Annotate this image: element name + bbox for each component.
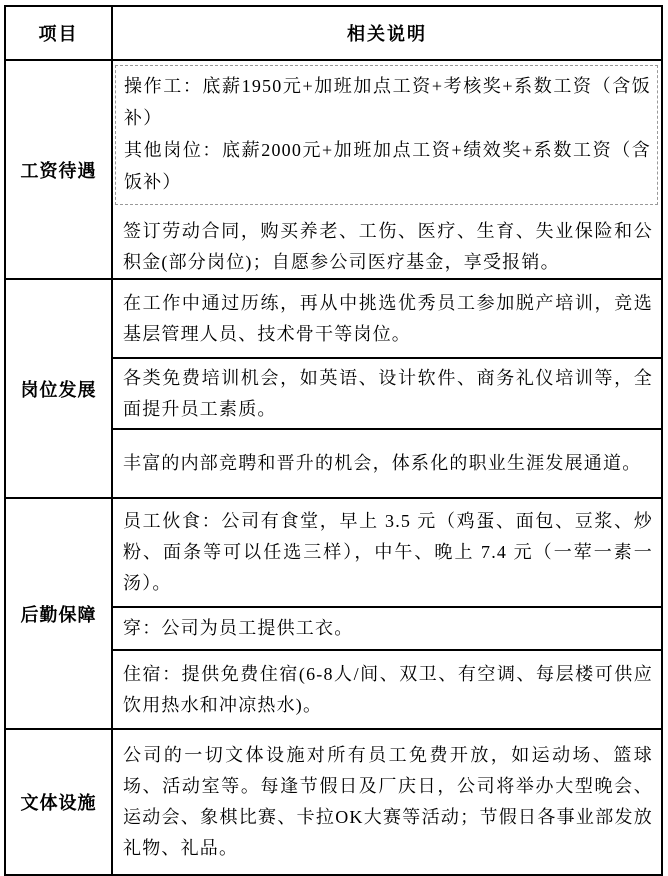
development-promotion-cell: 丰富的内部竞聘和晋升的机会，体系化的职业生涯发展通道。 xyxy=(112,429,662,498)
operator-pay-text: 操作工：底薪1950元+加班加点工资+考核奖+系数工资（含饭补） xyxy=(124,76,651,128)
development-row-label: 岗位发展 xyxy=(5,279,112,498)
header-desc-cell: 相关说明 xyxy=(112,6,662,60)
salary-dashed-box xyxy=(115,65,658,205)
development-courses-cell: 各类免费培训机会，如英语、设计软件、商务礼仪培训等，全面提升员工素质。 xyxy=(112,358,662,429)
logistics-housing-cell: 住宿：提供免费住宿(6-8人/间、双卫、有空调、每层楼可供应饮用热水和冲凉热水)。 xyxy=(112,650,662,729)
salary-row xyxy=(5,60,662,279)
benefits-table xyxy=(4,5,663,876)
facilities-desc-cell: 公司的一切文体设施对所有员工免费开放，如运动场、篮球场、活动室等。每逢节假日及厂庆日，公司将举办大型晚会、运动会、象棋比赛、卡拉OK大赛等活动；节假日各事业部发放礼物、礼品。 xyxy=(112,729,662,875)
header-row xyxy=(5,6,662,60)
salary-desc-cell xyxy=(112,60,662,279)
logistics-row xyxy=(5,498,662,607)
development-training-cell: 在工作中通过历练，再从中挑选优秀员工参加脱产培训，竞选基层管理人员、技术骨干等岗位。 xyxy=(112,279,662,358)
document-page xyxy=(0,5,668,858)
other-pay-text: 其他岗位：底薪2000元+加班加点工资+绩效奖+系数工资（含饭补） xyxy=(124,140,651,192)
logistics-row-label: 后勤保障 xyxy=(5,498,112,729)
header-item-cell: 项目 xyxy=(5,6,112,60)
insurance-text: 签订劳动合同，购买养老、工伤、医疗、生育、失业保险和公积金(部分岗位)；自愿参公司医疗基金，享受报销。 xyxy=(123,221,653,272)
logistics-clothing-cell: 穿：公司为员工提供工衣。 xyxy=(112,607,662,650)
development-row xyxy=(5,279,662,358)
salary-row-label: 工资待遇 xyxy=(5,60,112,279)
facilities-row-label: 文体设施 xyxy=(5,729,112,875)
logistics-meals-cell: 员工伙食：公司有食堂，早上 3.5 元（鸡蛋、面包、豆浆、炒粉、面条等可以任选三样），中午、晚上 7.4 元（一荤一素一汤）。 xyxy=(112,498,662,607)
facilities-row xyxy=(5,729,662,875)
